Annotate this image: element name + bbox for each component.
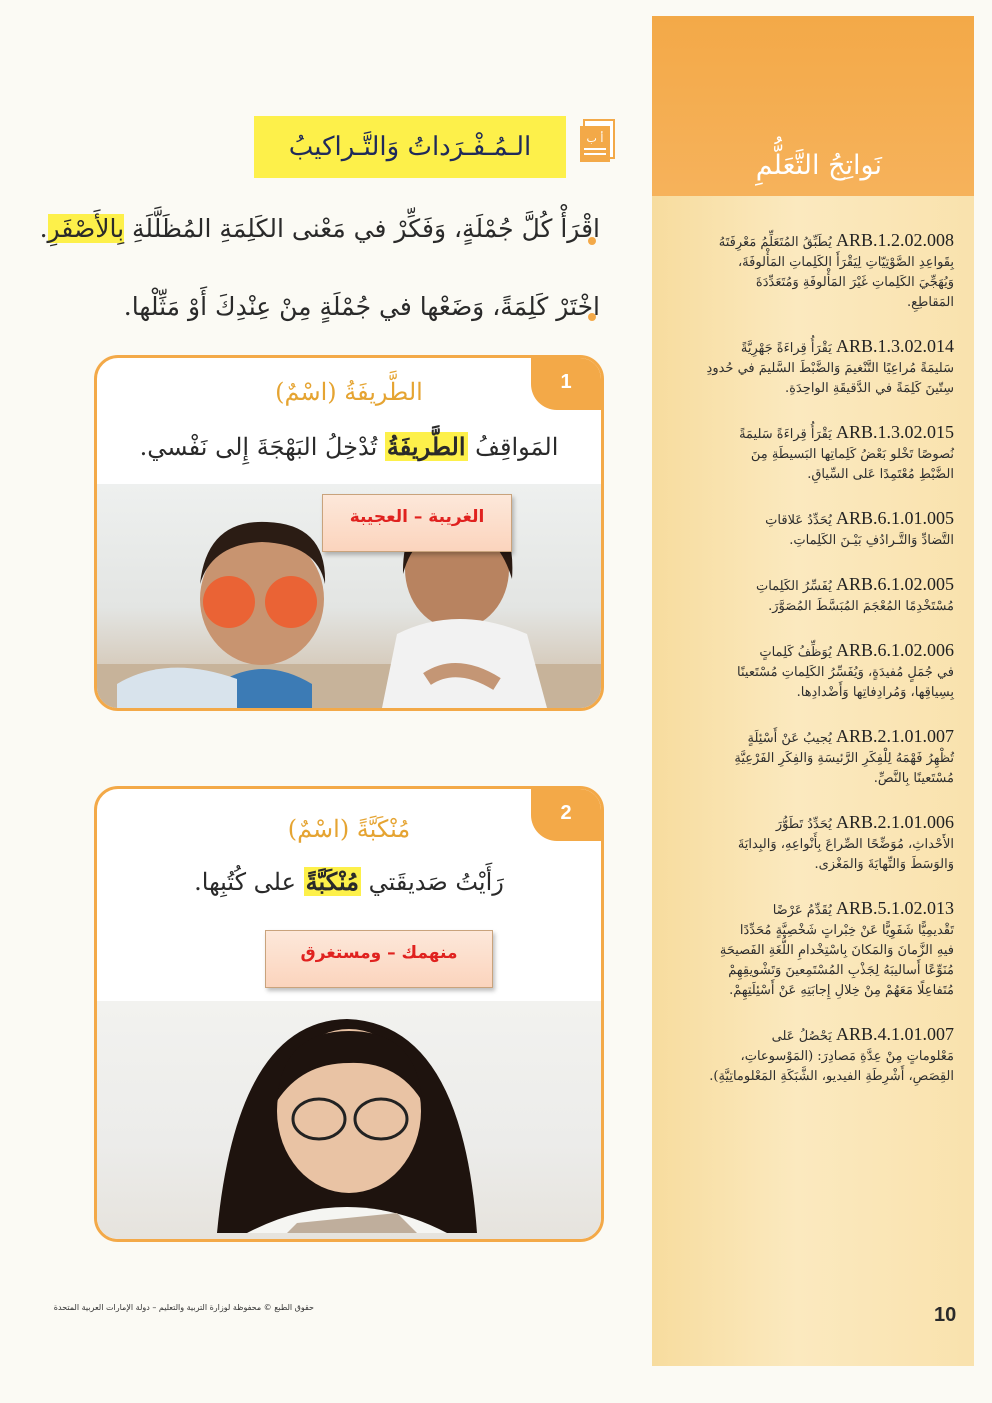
sentence-start: المَواقِفُ (467, 433, 559, 461)
example-sentence (97, 432, 601, 461)
instruction-choose: اخْتَرْ كَلِمَةً، وَضَعْها في جُمْلَةٍ مِنْ عِنْدِكَ أَوْ مَثِّلْها. (123, 292, 600, 321)
answer-box-synonyms-2: منهمك – ومستغرق (265, 930, 493, 988)
page-number: 10 (934, 1304, 957, 1326)
outcome-line (672, 445, 954, 465)
outcome-code: ARB.6.1.01.005 (835, 508, 954, 528)
outcome-text: سِتّينَ كَلِمَةً في الدَّقيقَةِ الواحِدَةِ. (785, 381, 954, 396)
outcome-code: ARB.1.3.02.015 (835, 422, 954, 442)
vocabulary-card-icon (578, 118, 616, 164)
outcome-text: مُسْتَخْدِمًا المُعْجَمَ المُبَسَّطَ المُصَوَّرَ. (768, 599, 954, 614)
outcome-text: الضَّبْطِ مُعْتَمِدًا عَلى السِّياقِ. (807, 467, 954, 482)
learning-outcomes-title: نَواتِجُ التَّعَلُّمِ (755, 150, 882, 181)
vocabulary-card-icon-glyph: أ ب (586, 132, 604, 145)
outcome-code: ARB.1.2.02.008 (835, 230, 954, 250)
outcome-line (672, 230, 954, 253)
learning-outcome-item (672, 726, 954, 789)
sentence-highlight: الطَّريفَةُ (386, 432, 466, 461)
outcome-line (672, 640, 954, 663)
learning-outcome-item (672, 812, 954, 875)
answer-box-synonyms-1: الغريبة – العجيبة (322, 494, 512, 552)
outcome-text: القِصَصِ، أَشْرِطَةِ الفيديو، الشَّبَكَةِ المَعْلوماتِيَّةِ). (709, 1069, 954, 1084)
outcome-text: نُصوصًا تَخْلو بَعْضُ كَلِماتِها البَسيطَةِ مِنَ (750, 447, 954, 462)
outcome-text: في جُمَلٍ مُفيدَةٍ، وَيُفَسِّرُ الكَلِماتِ مُسْتَعينًا (737, 665, 954, 680)
outcome-text: يَقْرَأُ قِراءَةً جَهْرِيَّةً (740, 341, 832, 356)
instruction-read-end: . (39, 214, 48, 243)
instruction-read-text: اقْرَأْ كُلَّ جُمْلَةٍ، وَفَكِّرْ في مَعْنى الكَلِمَةِ المُظَلَّلَةِ (124, 214, 600, 243)
outcome-text: يُجيبُ عَنْ أَسْئِلَةٍ (747, 731, 832, 746)
outcome-text: تَقْديمِيًّا شَفَوِيًّا عَنْ خِبْراتٍ شَخْصِيَّةٍ مُحَدِّدًا (739, 923, 954, 938)
outcome-text: بِقَواعِدِ الصَّوْتِيّاتِ لِيَقْرَأَ الكَلِماتِ المَأْلوفَةَ، (737, 255, 954, 270)
outcome-code: ARB.6.1.02.005 (835, 574, 954, 594)
outcome-line (672, 981, 954, 1001)
outcome-line (672, 465, 954, 485)
vocab-card-2 (94, 786, 604, 1242)
learning-outcomes-panel (652, 16, 974, 1366)
outcome-text: التَّضادِّ وَالتَّـرادُفِ بَيْـنَ الكَلِماتِ. (789, 533, 954, 548)
outcome-line (672, 749, 954, 769)
outcome-line (672, 1024, 954, 1047)
outcome-text: المَقاطِعِ. (906, 295, 954, 310)
learning-outcome-item (672, 640, 954, 703)
copyright-notice: حقوق الطبع © محفوظة لوزارة التربية والتعليم – دولة الإمارات العربية المتحدة (53, 1303, 314, 1312)
learning-outcome-item (672, 336, 954, 399)
outcome-line (672, 726, 954, 749)
outcome-text: مُنَوِّعًا أَساليبَهُ لِجَذْبِ المُسْتَمِعينَ وَتَشْويقِهِمْ (728, 963, 954, 978)
outcome-line (672, 336, 954, 359)
outcome-text: بِسِياقِها، وَمُرادِفاتِها وَأَضْدادِها. (796, 685, 954, 700)
outcome-line (672, 941, 954, 961)
sentence-end: تُدْخِلُ البَهْجَةَ إِلى نَفْسي. (139, 433, 385, 461)
learning-outcome-item (672, 230, 954, 313)
outcome-text: يُوَظِّفُ كَلِماتٍ (759, 645, 832, 660)
outcome-line (672, 921, 954, 941)
outcome-code: ARB.2.1.01.007 (835, 726, 954, 746)
instruction-highlight: بِالأَصْفَرِ (47, 214, 125, 243)
outcome-line (672, 293, 954, 313)
outcome-code: ARB.6.1.02.006 (835, 640, 954, 660)
outcome-text: فيهِ الزَّمانَ وَالمَكانَ بِاسْتِخْدامِ اللُّغَةِ الفَصيحَةِ (719, 943, 954, 958)
card-number: 1 (531, 358, 601, 410)
outcome-code: ARB.2.1.01.006 (835, 812, 954, 832)
outcome-line (672, 379, 954, 399)
outcome-text: يُحَدِّدُ عَلاقاتِ (765, 513, 832, 528)
outcome-line (672, 835, 954, 855)
learning-outcome-item (672, 422, 954, 485)
outcome-text: سَليمَةً مُراعِيًا التَّنْغيمَ وَالضَّبْطَ السَّليمَ في حُدودِ (706, 361, 954, 376)
photo-girl-reading (97, 1001, 601, 1239)
outcome-line (672, 359, 954, 379)
section-title: الـمُـفْـرَداتُ وَالتَّـراكيبُ (254, 116, 566, 178)
card-number: 2 (531, 789, 601, 841)
outcome-text: يُحَدِّدُ تَطَوُّرَ (775, 817, 832, 832)
outcome-line (672, 574, 954, 597)
outcome-text: يُفَسِّرُ الكَلِماتِ (755, 579, 832, 594)
outcome-code: ARB.5.1.02.013 (835, 898, 954, 918)
outcome-line (672, 508, 954, 531)
outcome-text: يُطَبِّقُ المُتَعَلِّمُ مَعْرِفَتَهُ (718, 235, 832, 250)
outcome-text: مُسْتَعينًا بِالنَّصِّ. (873, 771, 954, 786)
example-sentence (97, 867, 601, 896)
outcome-line (672, 253, 954, 273)
outcome-code: ARB.4.1.01.007 (835, 1024, 954, 1044)
outcome-text: يَحْصُلُ عَلى (771, 1029, 832, 1044)
learning-outcome-item (672, 898, 954, 1001)
outcome-line (672, 855, 954, 875)
sentence-start: رَأَيْتُ صَديقَتي (361, 868, 504, 896)
outcome-code: ARB.1.3.02.014 (835, 336, 954, 356)
outcome-line (672, 663, 954, 683)
outcome-line (672, 531, 954, 551)
outcome-line (672, 769, 954, 789)
outcome-text: تُظْهِرُ فَهْمَهُ لِلْفِكَرِ الرَّئيسَةِ وَالفِكَرِ الفَرْعِيَّةِ (734, 751, 954, 766)
outcome-line (672, 812, 954, 835)
outcome-text: وَيُهَجِّيَ الكَلِماتِ غَيْرَ المَأْلوفَةِ وَمُتَعَدِّدَةَ (755, 275, 954, 290)
sentence-end: على كُتُبِها. (194, 868, 304, 896)
outcome-text: مَعْلوماتٍ مِنْ عِدَّةِ مَصادِرَ: (المَوْسوعاتِ، (740, 1049, 954, 1064)
sentence-highlight: مُنْكَبَّةً (305, 867, 360, 896)
photo-girl-illustration (97, 1001, 601, 1233)
outcome-text: الأَحْداثِ، مُوَضِّحًا الصِّراعَ بِأَنْواعِهِ، وَالبِدايَةَ (737, 837, 954, 852)
outcome-line (672, 273, 954, 293)
outcome-line (672, 597, 954, 617)
learning-outcomes-header (652, 16, 974, 196)
outcome-line (672, 1047, 954, 1067)
learning-outcome-item (672, 1024, 954, 1087)
outcome-line (672, 898, 954, 921)
outcome-text: وَالوَسَطَ وَالنِّهايَةَ وَالمَغْزى. (814, 857, 954, 872)
outcome-text: يَقْرَأُ قِراءَةً سَليمَةً (739, 427, 832, 442)
instruction-read (40, 214, 600, 243)
outcome-line (672, 1067, 954, 1087)
outcome-text: مُتَفاعِلًا مَعَهُمْ مِنْ خِلالِ إِجابَتِهِ عَنْ أَسْئِلَتِهِمْ. (729, 983, 954, 998)
learning-outcome-item (672, 574, 954, 617)
vocab-word: مُنْكَبَّةً (اسْمٌ) (287, 815, 411, 843)
learning-outcomes-list (672, 230, 954, 1110)
outcome-line (672, 961, 954, 981)
vocab-word: الطَّريفَةُ (اسْمٌ) (275, 378, 423, 406)
outcome-line (672, 422, 954, 445)
outcome-line (672, 683, 954, 703)
learning-outcome-item (672, 508, 954, 551)
outcome-text: يُقَدِّمُ عَرْضًا (772, 903, 832, 918)
